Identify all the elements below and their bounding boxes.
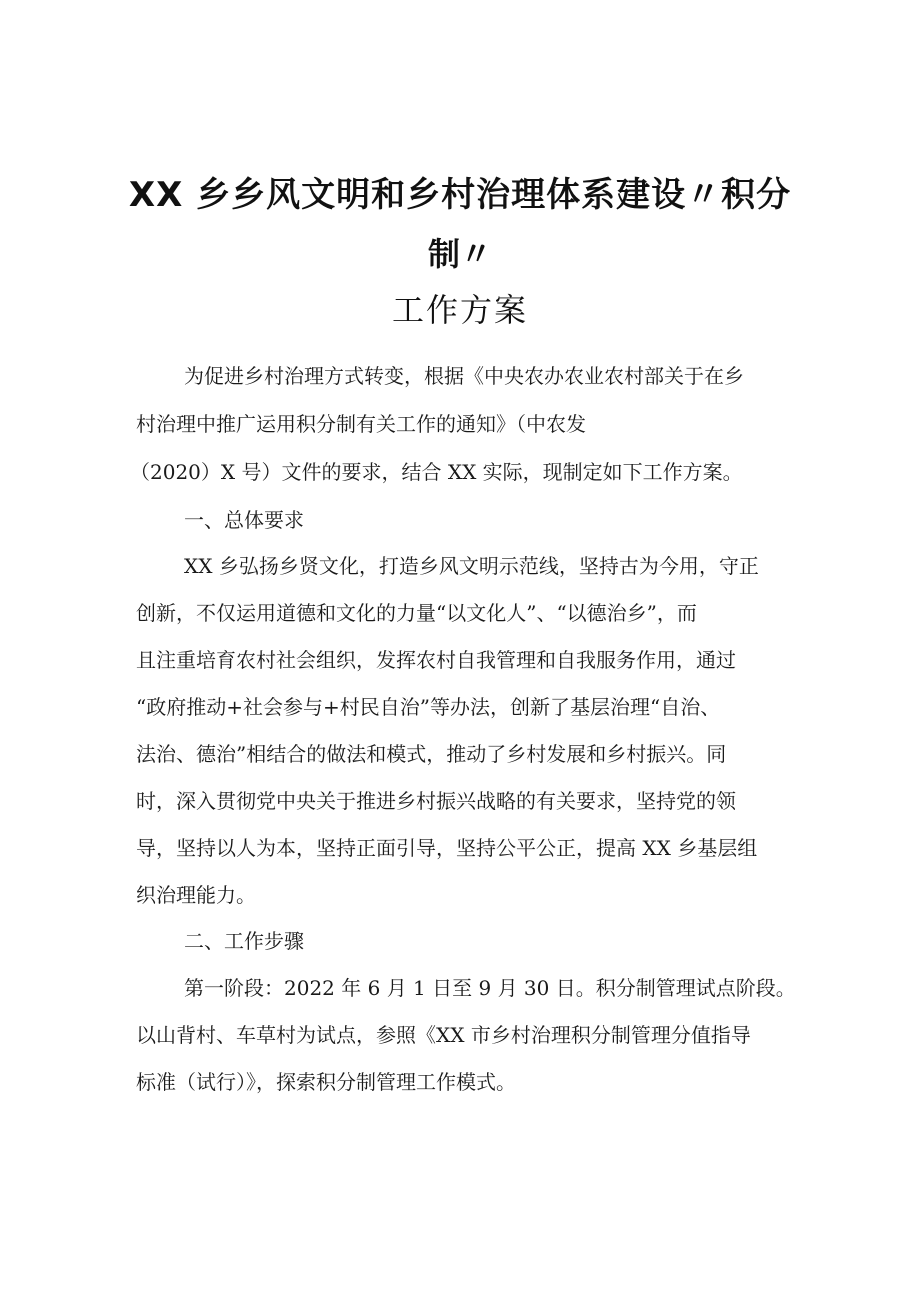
section-1-line-2: 创新，不仅运用道德和文化的力量“以文化人”、“以德治乡”，而 xyxy=(136,601,697,625)
document-title-line-3: 工作方案 xyxy=(391,291,528,329)
section-1-line-3: 且注重培育农村社会组织，发挥农村自我管理和自我服务作用，通过 xyxy=(136,648,736,672)
section-1-line-7: 导，坚持以人为本，坚持正面引导，坚持公平公正，提高 XX 乡基层组 xyxy=(136,836,758,860)
intro-line-2: 村治理中推广运用积分制有关工作的通知》（中农发 xyxy=(136,412,586,436)
section-1-line-4: “政府推动+社会参与+村民自治”等办法，创新了基层治理“自治、 xyxy=(136,695,721,719)
section-1-line-5: 法治、德治”相结合的做法和模式，推动了乡村发展和乡村振兴。同 xyxy=(136,742,727,766)
section-1-heading: 一、总体要求 xyxy=(184,508,304,532)
section-2-line-1: 第一阶段：2022 年 6 月 1 日至 9 月 30 日。积分制管理试点阶段。 xyxy=(184,976,796,1000)
intro-line-3: （2020）X 号）文件的要求，结合 XX 实际，现制定如下工作方案。 xyxy=(130,460,743,484)
intro-line-1: 为促进乡村治理方式转变，根据《中央农办农业农村部关于在乡 xyxy=(184,364,744,388)
section-2-line-2: 以山背村、车草村为试点，参照《XX 市乡村治理积分制管理分值指导 xyxy=(136,1023,751,1047)
section-2-line-3: 标准（试行）》，探索积分制管理工作模式。 xyxy=(136,1070,516,1094)
section-1-line-6: 时，深入贯彻党中央关于推进乡村振兴战略的有关要求，坚持党的领 xyxy=(136,789,736,813)
section-2-heading: 二、工作步骤 xyxy=(184,929,304,953)
section-1-line-1: XX 乡弘扬乡贤文化，打造乡风文明示范线，坚持古为今用，守正 xyxy=(184,554,759,578)
section-1-line-8: 织治理能力。 xyxy=(136,883,256,907)
document-title-line-1: XX 乡乡风文明和乡村治理体系建设〃积分 xyxy=(128,175,792,215)
document-title-line-2: 制〃 xyxy=(427,235,492,273)
